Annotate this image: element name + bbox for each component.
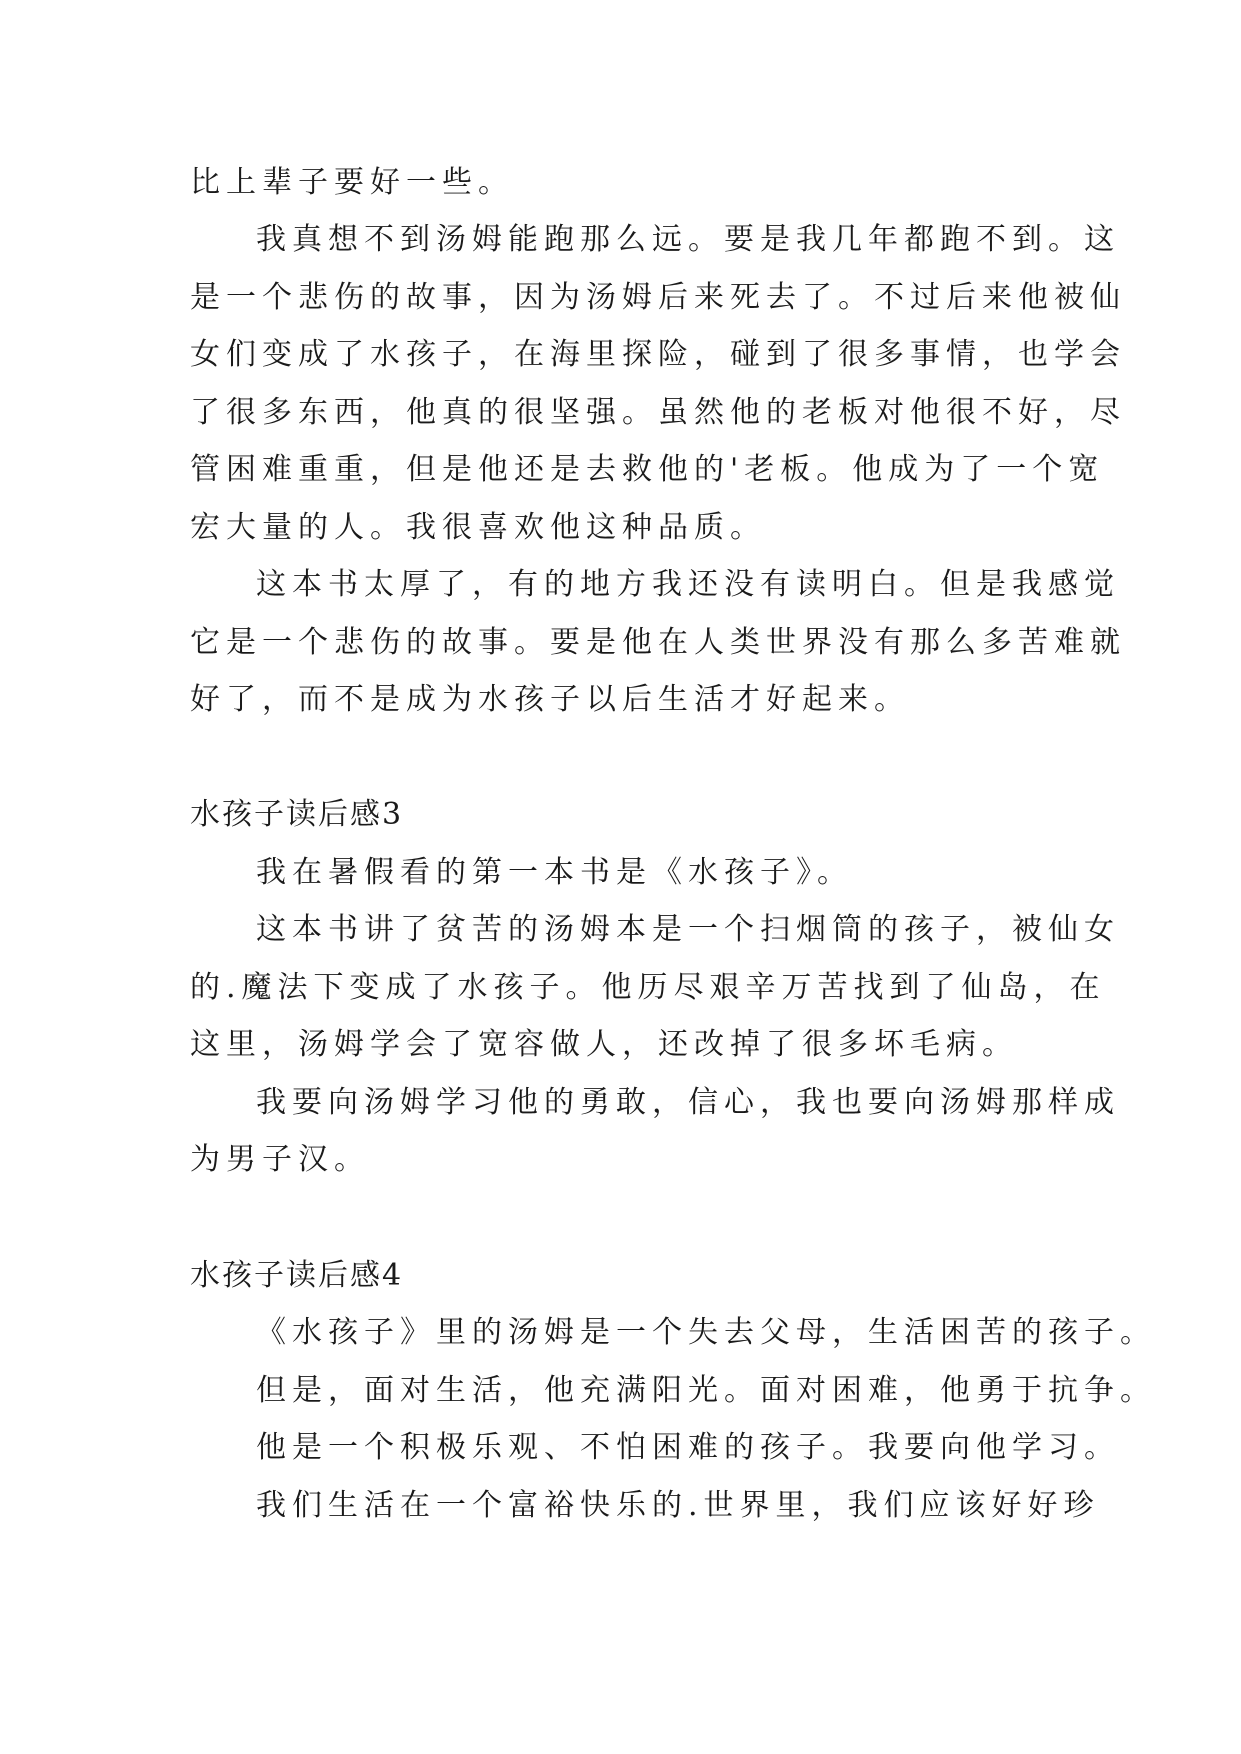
- text-line: 宏大量的人。我很喜欢他这种品质。: [190, 510, 766, 545]
- paragraph-first-line: 我在暑假看的第一本书是《水孩子》。: [256, 855, 853, 890]
- paragraph-first-line: 我真想不到汤姆能跑那么远。要是我几年都跑不到。这: [256, 222, 1120, 257]
- text-line: 女们变成了水孩子，在海里探险，碰到了很多事情，也学会: [190, 337, 1126, 372]
- text-line: 的.魔法下变成了水孩子。他历尽艰辛万苦找到了仙岛，在: [190, 970, 1106, 1005]
- text-line: 管困难重重，但是他还是去救他的'老板。他成为了一个宽: [190, 452, 1105, 487]
- section-heading-3: 水孩子读后感3: [190, 797, 404, 832]
- indented-line: 《水孩子》里的汤姆是一个失去父母，生活困苦的孩子。: [256, 1315, 1156, 1350]
- paragraph-first-line: 我要向汤姆学习他的勇敢，信心，我也要向汤姆那样成: [256, 1085, 1120, 1120]
- indented-line: 他是一个积极乐观、不怕困难的孩子。我要向他学习。: [256, 1430, 1120, 1465]
- indented-line: 但是，面对生活，他充满阳光。面对困难，他勇于抗争。: [256, 1373, 1156, 1408]
- text-line: 它是一个悲伤的故事。要是他在人类世界没有那么多苦难就: [190, 625, 1126, 660]
- section-heading-4: 水孩子读后感4: [190, 1258, 404, 1293]
- text-line: 比上辈子要好一些。: [190, 165, 514, 200]
- text-line: 是一个悲伤的故事，因为汤姆后来死去了。不过后来他被仙: [190, 280, 1126, 315]
- text-line: 为男子汉。: [190, 1142, 370, 1177]
- text-line: 好了，而不是成为水孩子以后生活才好起来。: [190, 682, 910, 717]
- text-line: 了很多东西，他真的很坚强。虽然他的老板对他很不好，尽: [190, 395, 1126, 430]
- paragraph-first-line: 这本书讲了贫苦的汤姆本是一个扫烟筒的孩子，被仙女: [256, 912, 1120, 947]
- paragraph-first-line: 这本书太厚了，有的地方我还没有读明白。但是我感觉: [256, 567, 1120, 602]
- text-line: 这里，汤姆学会了宽容做人，还改掉了很多坏毛病。: [190, 1027, 1018, 1062]
- indented-line: 我们生活在一个富裕快乐的.世界里，我们应该好好珍: [256, 1488, 1100, 1523]
